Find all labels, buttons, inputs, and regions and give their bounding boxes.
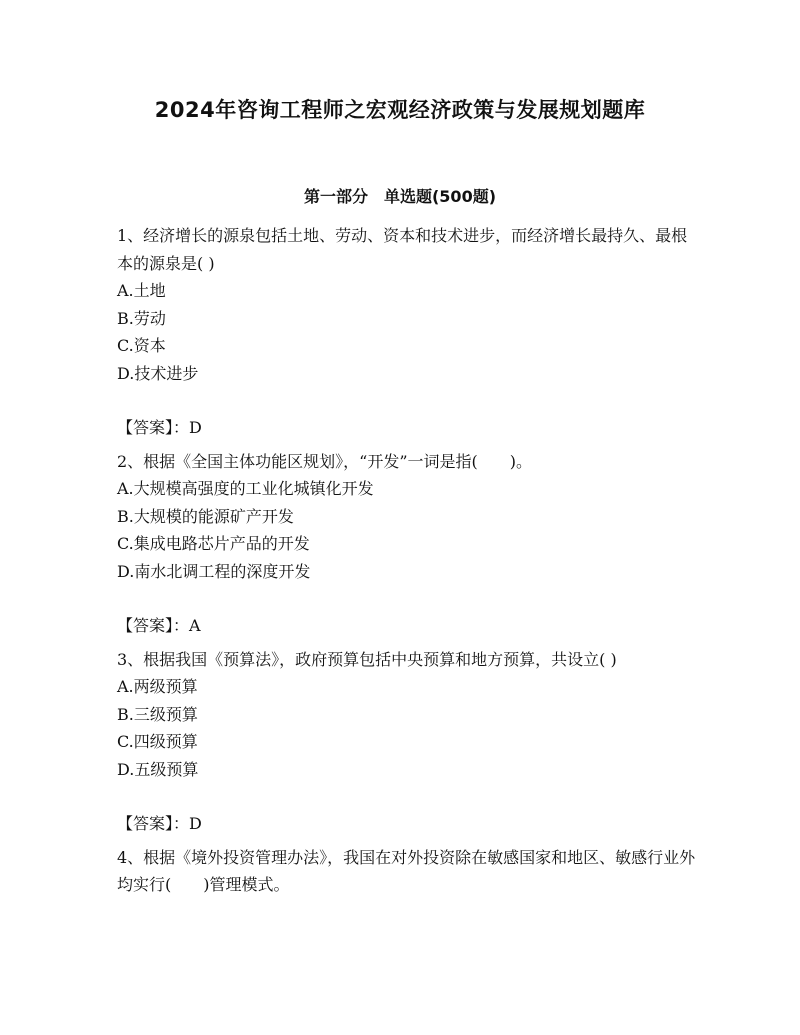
option-d: D.五级预算 bbox=[117, 759, 199, 779]
question-item bbox=[117, 448, 697, 586]
option-c: C.集成电路芯片产品的开发 bbox=[117, 534, 310, 553]
section-title: 第一部分 单选题(500题) bbox=[303, 187, 497, 206]
answer-value: D bbox=[189, 418, 202, 437]
answer-label: 【答案】： bbox=[117, 616, 190, 635]
option-b: B.劳动 bbox=[117, 308, 166, 328]
question-item bbox=[117, 222, 697, 387]
question-item bbox=[117, 646, 697, 784]
question-item bbox=[117, 844, 697, 899]
question-stem: 1、经济增长的源泉包括土地、劳动、资本和技术进步，而经济增长最持久、最根本的源泉是( ) bbox=[117, 226, 688, 273]
option-d: D.技术进步 bbox=[117, 363, 199, 383]
option-b: B.三级预算 bbox=[117, 704, 198, 724]
answer-line bbox=[117, 810, 697, 838]
answer-label: 【答案】： bbox=[117, 418, 190, 437]
question-stem: 4、根据《境外投资管理办法》，我国在对外投资除在敏感国家和地区、敏感行业外均实行( )管理模式。 bbox=[117, 847, 696, 894]
answer-label: 【答案】： bbox=[117, 814, 190, 833]
answer-value: D bbox=[189, 814, 202, 833]
option-b: B.大规模的能源矿产开发 bbox=[117, 506, 294, 526]
option-c: C.资本 bbox=[117, 336, 166, 355]
option-d: D.南水北调工程的深度开发 bbox=[117, 561, 311, 581]
option-a: A.两级预算 bbox=[117, 677, 198, 696]
answer-value: A bbox=[189, 616, 201, 635]
option-a: A.土地 bbox=[117, 281, 166, 300]
option-a: A.大规模高强度的工业化城镇化开发 bbox=[117, 479, 374, 498]
question-stem: 3、根据我国《预算法》，政府预算包括中央预算和地方预算，共设立( ) bbox=[117, 649, 617, 669]
answer-line bbox=[117, 414, 697, 442]
question-list bbox=[117, 222, 697, 899]
document-title: 2024年咨询工程师之宏观经济政策与发展规划题库 bbox=[154, 98, 646, 122]
answer-line bbox=[117, 612, 697, 640]
option-c: C.四级预算 bbox=[117, 732, 198, 751]
question-stem: 2、根据《全国主体功能区规划》，“开发”一词是指( )。 bbox=[117, 451, 533, 471]
